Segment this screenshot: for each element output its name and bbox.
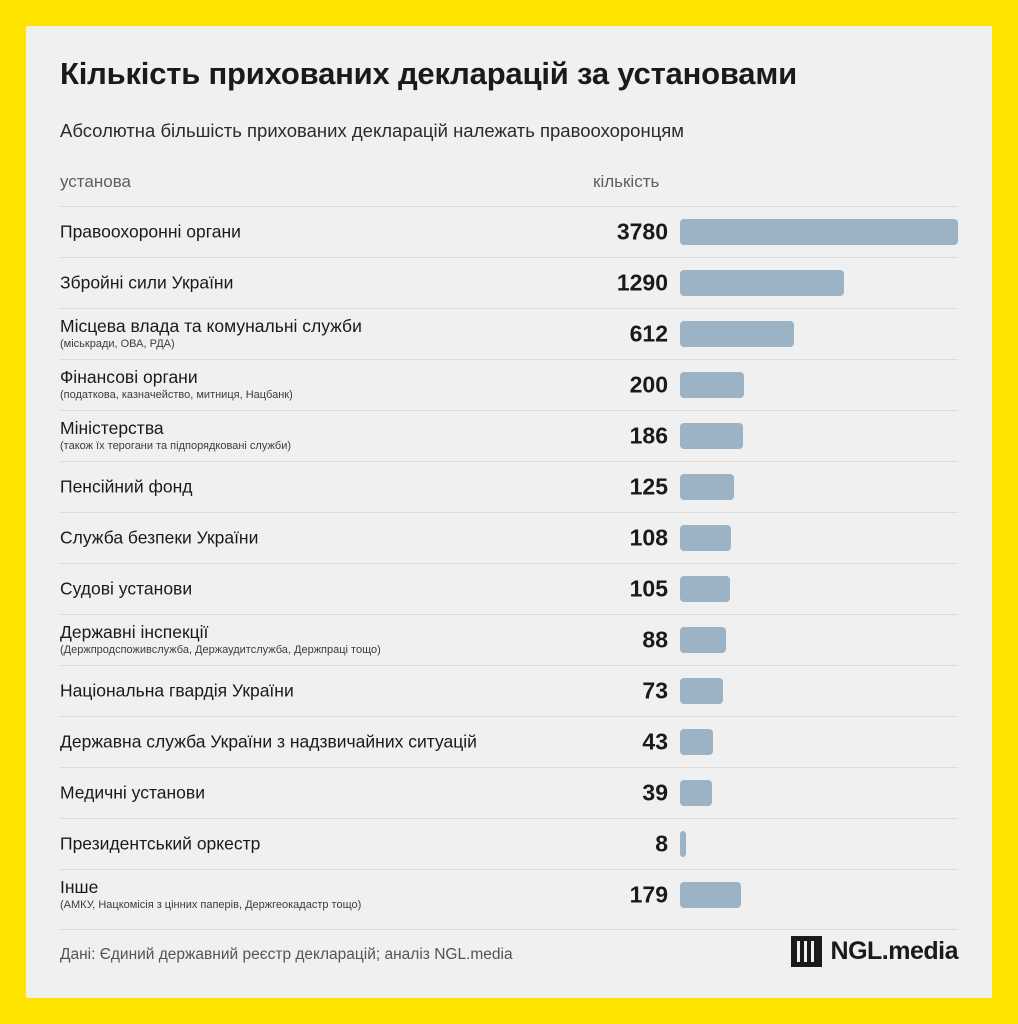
table-row bbox=[60, 512, 958, 563]
table-row bbox=[60, 818, 958, 869]
table-row bbox=[60, 257, 958, 308]
bar bbox=[680, 423, 743, 449]
table-row bbox=[60, 716, 958, 767]
column-header-value: кількість bbox=[593, 171, 660, 191]
table-row bbox=[60, 563, 958, 614]
table-row bbox=[60, 767, 958, 818]
bar bbox=[680, 270, 844, 296]
bar bbox=[680, 780, 712, 806]
row-category-sublabel: (також їх терогани та підпорядковані служби) bbox=[60, 439, 292, 452]
row-value: 200 bbox=[629, 371, 668, 398]
brand-logo bbox=[791, 936, 958, 967]
table-row bbox=[60, 359, 958, 410]
bar-track bbox=[680, 627, 958, 653]
chart-subtitle: Абсолютна більшість прихованих декларацій належать правоохоронцям bbox=[60, 119, 685, 141]
bar bbox=[680, 525, 731, 551]
row-category-label: Державна служба України з надзвичайних ситуацій bbox=[60, 731, 477, 752]
row-value: 88 bbox=[642, 626, 668, 653]
row-value: 108 bbox=[629, 524, 668, 551]
column-headers bbox=[60, 172, 958, 202]
table-row bbox=[60, 308, 958, 359]
bar-track bbox=[680, 780, 958, 806]
row-value: 8 bbox=[655, 830, 668, 857]
row-category-label: Президентський оркестр bbox=[60, 833, 261, 854]
bar-track bbox=[680, 576, 958, 602]
bar-track bbox=[680, 831, 958, 857]
bar-track bbox=[680, 474, 958, 500]
bar bbox=[680, 729, 713, 755]
bar bbox=[680, 219, 958, 245]
row-category-label: Державні інспекції bbox=[60, 621, 209, 642]
bar bbox=[680, 627, 726, 653]
row-value: 39 bbox=[642, 779, 668, 806]
table-row bbox=[60, 410, 958, 461]
bar-chart-rows bbox=[60, 206, 958, 920]
column-header-category: установа bbox=[60, 171, 131, 191]
row-category-label: Інше bbox=[60, 876, 99, 897]
row-value: 125 bbox=[629, 473, 668, 500]
bar bbox=[680, 576, 730, 602]
card-footer bbox=[60, 929, 958, 976]
brand-name: NGL.media bbox=[830, 937, 958, 965]
bar-track bbox=[680, 372, 958, 398]
bar-track bbox=[680, 882, 958, 908]
row-category-label: Національна гвардія України bbox=[60, 680, 294, 701]
bar bbox=[680, 372, 744, 398]
bar-track bbox=[680, 423, 958, 449]
card-content bbox=[26, 26, 992, 998]
row-category-label: Правоохоронні органи bbox=[60, 221, 241, 242]
bar-track bbox=[680, 678, 958, 704]
row-category-label: Місцева влада та комунальні служби bbox=[60, 315, 362, 336]
bar bbox=[680, 474, 734, 500]
row-value: 105 bbox=[629, 575, 668, 602]
bar bbox=[680, 678, 723, 704]
bar-track bbox=[680, 321, 958, 347]
row-category-label: Судові установи bbox=[60, 578, 193, 599]
table-row bbox=[60, 614, 958, 665]
source-note: Дані: Єдиний державний реєстр декларацій; аналіз NGL.media bbox=[60, 946, 513, 963]
row-value: 179 bbox=[629, 881, 668, 908]
row-category-label: Медичні установи bbox=[60, 782, 205, 803]
table-row bbox=[60, 665, 958, 716]
table-row bbox=[60, 206, 958, 257]
row-category-sublabel: (податкова, казначейство, митниця, Нацбанк) bbox=[60, 388, 293, 401]
bar bbox=[680, 882, 741, 908]
row-category-sublabel: (міськради, ОВА, РДА) bbox=[60, 337, 175, 350]
bar bbox=[680, 831, 686, 857]
bar-track bbox=[680, 729, 958, 755]
row-category-label: Міністерства bbox=[60, 417, 164, 438]
bar-track bbox=[680, 270, 958, 296]
row-category-sublabel: (Держпродспоживслужба, Держаудитслужба, Держпраці тощо) bbox=[60, 643, 381, 656]
row-category-sublabel: (АМКУ, Нацкомісія з цінних паперів, Держгеокадастр тощо) bbox=[60, 898, 362, 911]
row-value: 3780 bbox=[616, 218, 668, 245]
row-value: 612 bbox=[629, 320, 668, 347]
bar bbox=[680, 321, 794, 347]
row-value: 186 bbox=[629, 422, 668, 449]
table-row bbox=[60, 461, 958, 512]
row-category-label: Збройні сили України bbox=[60, 272, 234, 293]
infographic-card bbox=[26, 26, 992, 998]
row-category-label: Пенсійний фонд bbox=[60, 476, 193, 497]
row-value: 73 bbox=[642, 677, 668, 704]
bar-track bbox=[680, 525, 958, 551]
row-value: 43 bbox=[642, 728, 668, 755]
row-category-label: Фінансові органи bbox=[60, 366, 198, 387]
row-value: 1290 bbox=[616, 269, 668, 296]
table-row bbox=[60, 869, 958, 920]
bar-track bbox=[680, 219, 958, 245]
row-category-label: Служба безпеки України bbox=[60, 527, 259, 548]
ngl-mark-icon bbox=[791, 936, 822, 967]
page-title: Кількість прихованих декларацій за установами bbox=[60, 56, 797, 91]
